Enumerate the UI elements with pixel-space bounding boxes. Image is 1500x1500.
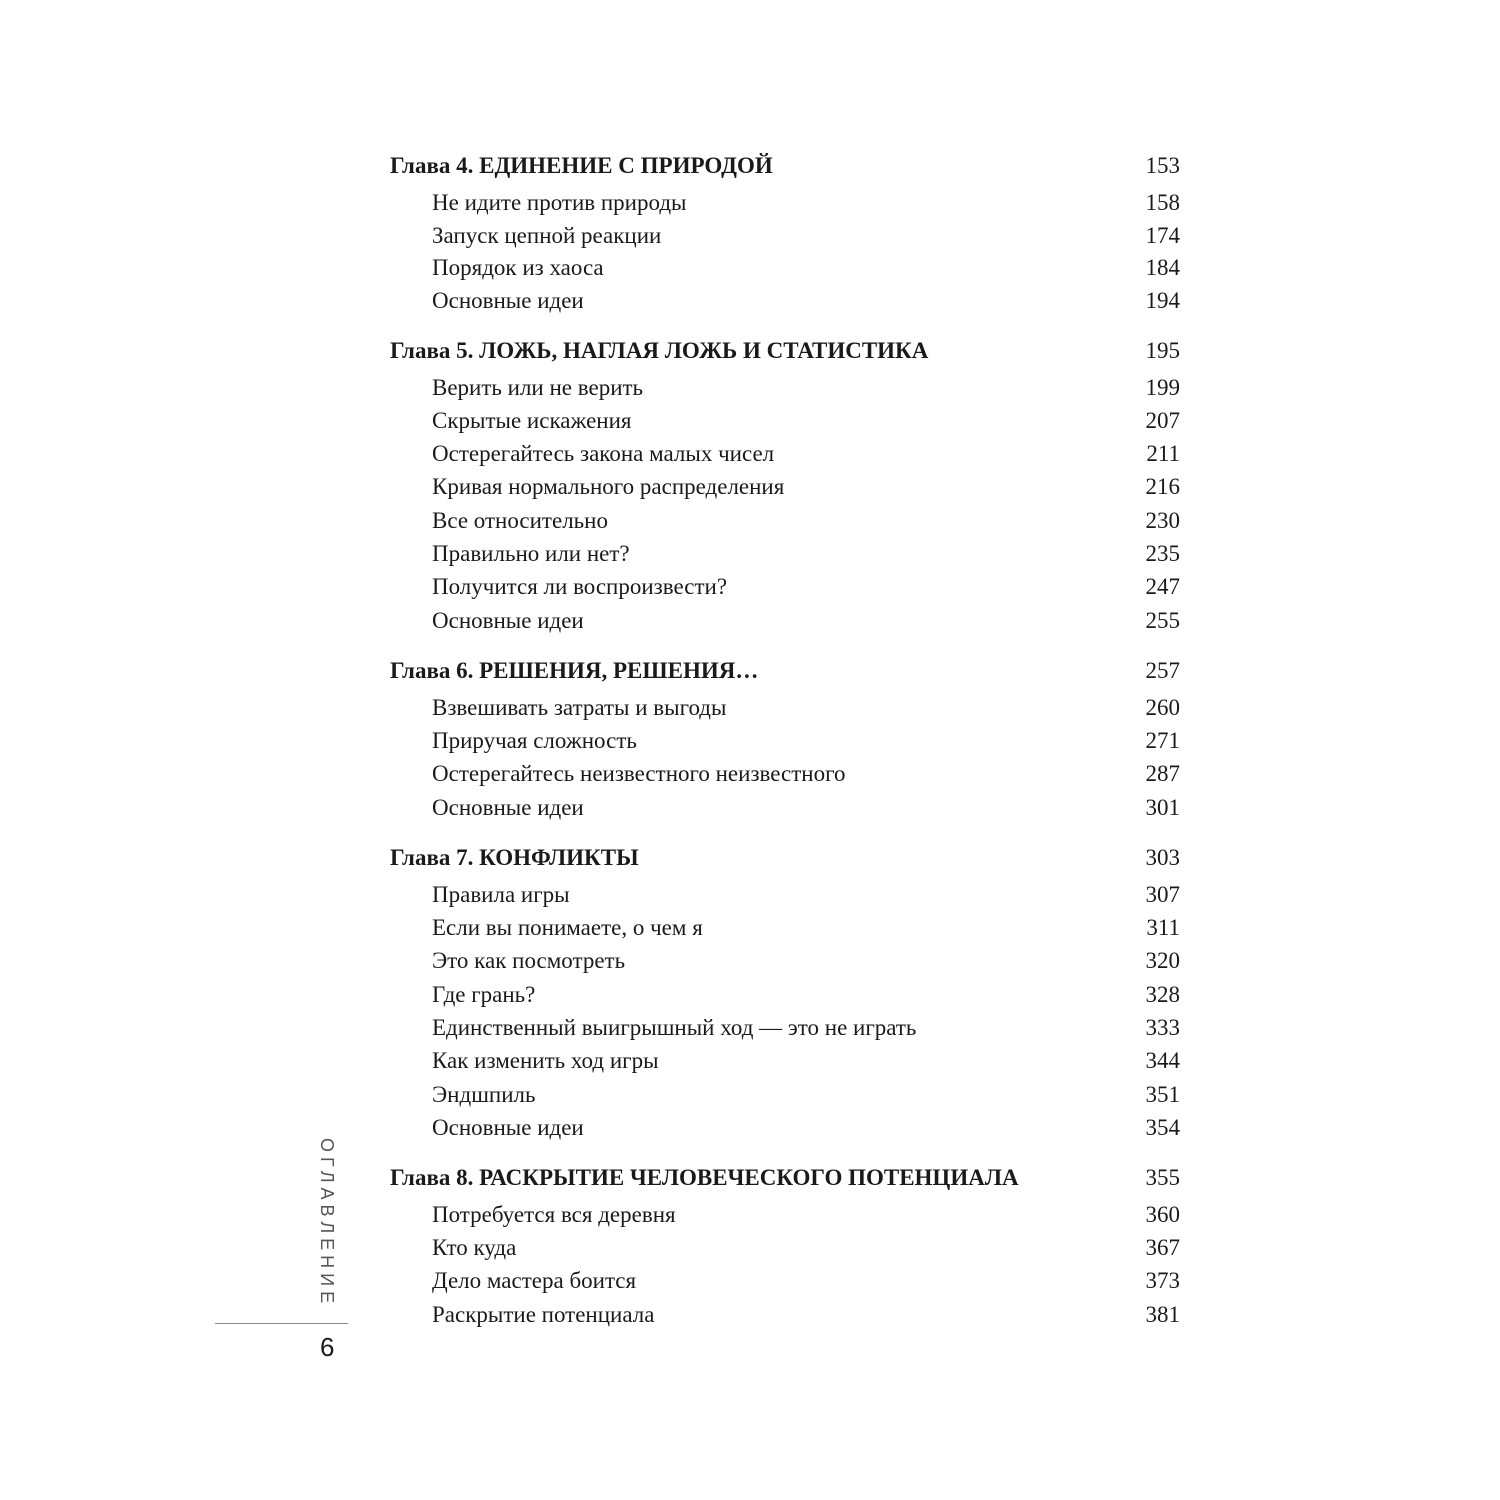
toc-page-number: 344 <box>1145 1048 1180 1073</box>
toc-section-entry <box>390 537 1180 571</box>
toc-section-title: Верить или не верить <box>432 375 644 400</box>
toc-section-entry <box>390 504 1180 538</box>
toc-page-number: 271 <box>1145 728 1180 753</box>
toc-section-title: Основные идеи <box>432 608 584 633</box>
toc-page-number: 207 <box>1145 408 1180 433</box>
toc-section-entry <box>390 978 1180 1012</box>
toc-page-number: 235 <box>1145 541 1180 566</box>
toc-page-number: 311 <box>1146 915 1180 940</box>
toc-section-entry <box>390 219 1180 253</box>
toc-section-entry <box>390 911 1180 945</box>
toc-page-number: 158 <box>1145 190 1180 215</box>
toc-page-number: 320 <box>1145 948 1180 973</box>
toc-section-entry <box>390 284 1180 318</box>
toc-page-number: 174 <box>1145 223 1180 248</box>
toc-section-title: Все относительно <box>432 508 608 533</box>
toc-page-number: 260 <box>1145 695 1180 720</box>
toc-page-number: 355 <box>1145 1165 1180 1190</box>
toc-section-title: Где грань? <box>432 982 536 1007</box>
toc-section-title: Остерегайтесь неизвестного неизвестного <box>432 761 846 786</box>
toc-page-number: 230 <box>1145 508 1180 533</box>
toc-page-number: 333 <box>1145 1015 1180 1040</box>
toc-page-number: 367 <box>1145 1235 1180 1260</box>
toc-section-title: Эндшпиль <box>432 1082 536 1107</box>
toc-section-entry <box>390 1111 1180 1145</box>
toc-page-number: 301 <box>1145 795 1180 820</box>
page-number: 6 <box>320 1332 335 1362</box>
toc-page-number: 287 <box>1145 761 1180 786</box>
toc-section-title: Кривая нормального распределения <box>432 474 785 499</box>
toc-page-number: 373 <box>1145 1268 1180 1293</box>
toc-section-title: Не идите против природы <box>432 190 687 215</box>
toc-page-number: 184 <box>1145 255 1180 280</box>
toc-section-title: Взвешивать затраты и выгоды <box>432 695 727 720</box>
toc-section-entry <box>390 371 1180 405</box>
toc-section-entry <box>390 944 1180 978</box>
toc-chapter-title: Глава 7. КОНФЛИКТЫ <box>390 845 639 870</box>
toc-section-entry <box>390 1298 1180 1332</box>
toc-section-title: Получится ли воспроизвести? <box>432 574 728 599</box>
toc-section-title: Если вы понимаете, о чем я <box>432 915 703 940</box>
toc-section-title: Потребуется вся деревня <box>432 1202 676 1227</box>
toc-section-entry <box>390 757 1180 791</box>
toc-section-entry <box>390 1044 1180 1078</box>
toc-chapter-entry <box>390 334 1180 368</box>
toc-section-entry <box>390 251 1180 285</box>
toc-chapter-entry <box>390 654 1180 688</box>
toc-section-entry <box>390 791 1180 825</box>
toc-chapter-entry <box>390 1161 1180 1195</box>
toc-section-title: Правила игры <box>432 882 570 907</box>
toc-section-title: Порядок из хаоса <box>432 255 604 280</box>
toc-chapter-title: Глава 8. РАСКРЫТИЕ ЧЕЛОВЕЧЕСКОГО ПОТЕНЦИАЛА <box>390 1165 1019 1190</box>
toc-page-number: 257 <box>1145 658 1180 683</box>
toc-chapter-title: Глава 4. ЕДИНЕНИЕ С ПРИРОДОЙ <box>390 153 773 178</box>
toc-section-entry <box>390 437 1180 471</box>
toc-page-number: 328 <box>1145 982 1180 1007</box>
toc-section-entry <box>390 691 1180 725</box>
toc-page-number: 195 <box>1145 338 1180 363</box>
toc-page-number: 351 <box>1145 1082 1180 1107</box>
toc-section-entry <box>390 1264 1180 1298</box>
toc-chapter-title: Глава 6. РЕШЕНИЯ, РЕШЕНИЯ… <box>390 658 759 683</box>
toc-section-entry <box>390 570 1180 604</box>
toc-chapter-entry <box>390 841 1180 875</box>
toc-section-title: Это как посмотреть <box>432 948 626 973</box>
toc-section-entry <box>390 1198 1180 1232</box>
toc-section-entry <box>390 470 1180 504</box>
toc-page-number: 194 <box>1145 288 1180 313</box>
toc-page-number: 255 <box>1145 608 1180 633</box>
toc-section-title: Остерегайтесь закона малых чисел <box>432 441 775 466</box>
toc-section-entry <box>390 878 1180 912</box>
toc-chapter-entry <box>390 149 1180 183</box>
toc-section-title: Запуск цепной реакции <box>432 223 662 248</box>
running-header: ОГЛАВЛЕНИЕ <box>317 1138 337 1309</box>
toc-section-entry <box>390 604 1180 638</box>
toc-section-title: Как изменить ход игры <box>432 1048 659 1073</box>
toc-page-number: 199 <box>1145 375 1180 400</box>
toc-section-title: Основные идеи <box>432 795 584 820</box>
toc-section-title: Основные идеи <box>432 1115 584 1140</box>
toc-section-entry <box>390 724 1180 758</box>
toc-section-title: Дело мастера боится <box>432 1268 637 1293</box>
toc-page-number: 354 <box>1145 1115 1180 1140</box>
toc-section-entry <box>390 1231 1180 1265</box>
toc-page-number: 216 <box>1145 474 1180 499</box>
toc-section-entry <box>390 186 1180 220</box>
toc-section-title: Раскрытие потенциала <box>432 1302 655 1327</box>
toc-chapter-title: Глава 5. ЛОЖЬ, НАГЛАЯ ЛОЖЬ И СТАТИСТИКА <box>390 338 929 363</box>
toc-section-entry <box>390 404 1180 438</box>
toc-page-number: 247 <box>1145 574 1180 599</box>
toc-section-entry <box>390 1011 1180 1045</box>
toc-section-entry <box>390 1078 1180 1112</box>
toc-section-title: Единственный выигрышный ход — это не играть <box>432 1015 917 1040</box>
toc-section-title: Кто куда <box>432 1235 517 1260</box>
toc-page-number: 381 <box>1145 1302 1180 1327</box>
toc-section-title: Основные идеи <box>432 288 584 313</box>
toc-page-number: 211 <box>1146 441 1180 466</box>
footer-rule <box>215 1323 348 1324</box>
toc-page-number: 360 <box>1145 1202 1180 1227</box>
toc-section-title: Правильно или нет? <box>432 541 630 566</box>
toc-section-title: Приручая сложность <box>432 728 637 753</box>
toc-page-number: 153 <box>1145 153 1180 178</box>
toc-page-number: 303 <box>1145 845 1180 870</box>
toc-page-number: 307 <box>1145 882 1180 907</box>
toc-section-title: Скрытые искажения <box>432 408 632 433</box>
